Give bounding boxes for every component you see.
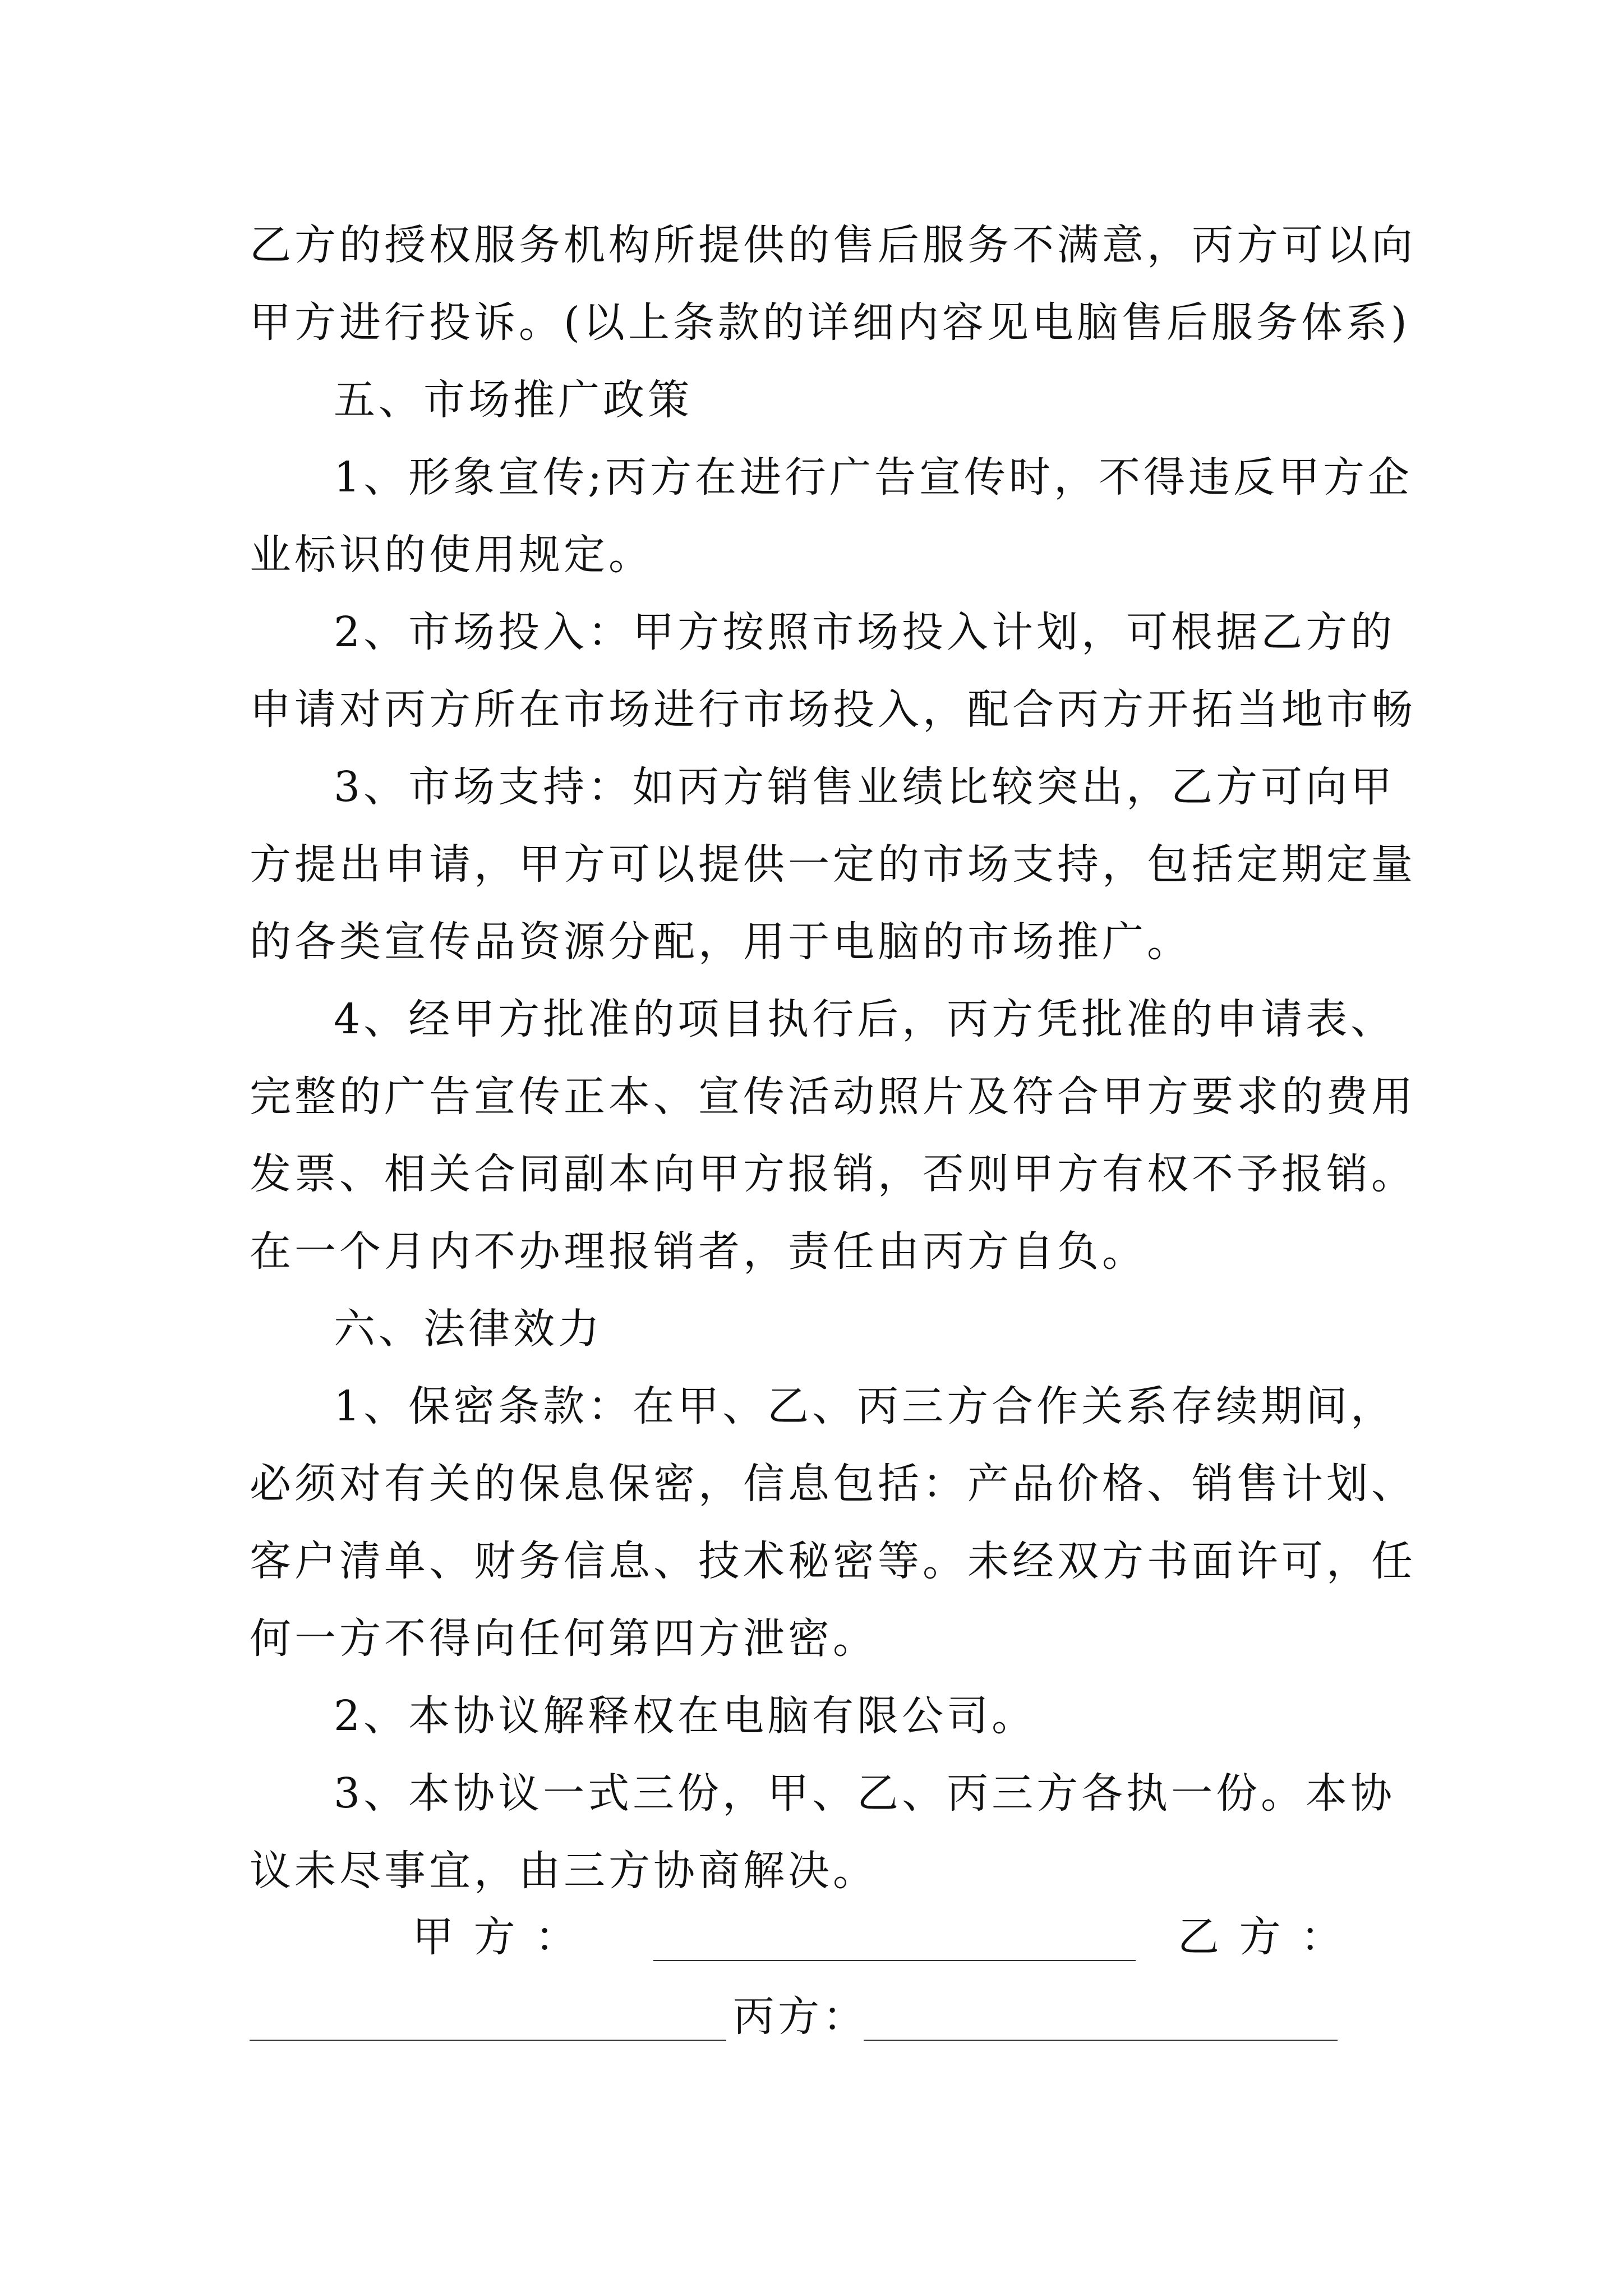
document-line: 的各类宣传品资源分配，用于电脑的市场推广。 xyxy=(250,918,1192,966)
document-line: 1、保密条款：在甲、乙、丙三方合作关系存续期间， xyxy=(334,1382,1396,1430)
document-line: 何一方不得向任何第四方泄密。 xyxy=(250,1614,878,1663)
document-line: 五、市场推广政策 xyxy=(334,376,693,424)
document-line: 方提出申请，甲方可以提供一定的市场支持，包括定期定量 xyxy=(250,840,1416,889)
document-line: 议未尽事宜，由三方协商解决。 xyxy=(250,1847,878,1895)
document-line: 业标识的使用规定。 xyxy=(250,531,653,579)
document-line: 2、市场投入：甲方按照市场投入计划，可根据乙方的 xyxy=(334,608,1396,656)
document-line: 甲方进行投诉。(以上条款的详细内容见电脑售后服务体系) xyxy=(250,298,1410,347)
document-line: 3、市场支持：如丙方销售业绩比较突出，乙方可向甲 xyxy=(334,763,1396,811)
signature-row-2 xyxy=(250,1986,1391,2047)
party-a-label: 甲 方 ： xyxy=(412,1913,580,1961)
document-line: 必须对有关的保息保密，信息包括：产品价格、销售计划、 xyxy=(250,1460,1416,1508)
document-line: 3、本协议一式三份，甲、乙、丙三方各执一份。本协 xyxy=(334,1769,1396,1818)
document-line: 客户清单、财务信息、技术秘密等。未经双方书面许可，任 xyxy=(250,1537,1416,1585)
document-line: 在一个月内不办理报销者，责任由丙方自负。 xyxy=(250,1227,1147,1276)
document-line: 4、经甲方批准的项目执行后，丙方凭批准的申请表、 xyxy=(334,995,1396,1043)
signature-row-1 xyxy=(250,1906,1391,1968)
document-line: 六、法律效力 xyxy=(334,1305,603,1353)
document-line: 2、本协议解释权在电脑有限公司。 xyxy=(334,1692,1037,1740)
party-c-signature-blank xyxy=(864,2040,1338,2041)
party-a-signature-blank xyxy=(653,1960,1136,1961)
party-c-label: 丙方： xyxy=(733,1993,868,2041)
document-line: 发票、相关合同副本向甲方报销，否则甲方有权不予报销。 xyxy=(250,1150,1416,1198)
party-b-signature-blank xyxy=(250,2040,726,2041)
document-line: 乙方的授权服务机构所提供的售后服务不满意，丙方可以向 xyxy=(250,221,1416,269)
document-line: 申请对丙方所在市场进行市场投入，配合丙方开拓当地市畅 xyxy=(250,685,1416,734)
document-line: 完整的广告宣传正本、宣传活动照片及符合甲方要求的费用 xyxy=(250,1073,1416,1121)
document-line: 1、形象宣传;丙方在进行广告宣传时，不得违反甲方企 xyxy=(334,453,1413,501)
document-body xyxy=(250,206,1416,1910)
party-b-label: 乙 方 ： xyxy=(1178,1913,1346,1961)
